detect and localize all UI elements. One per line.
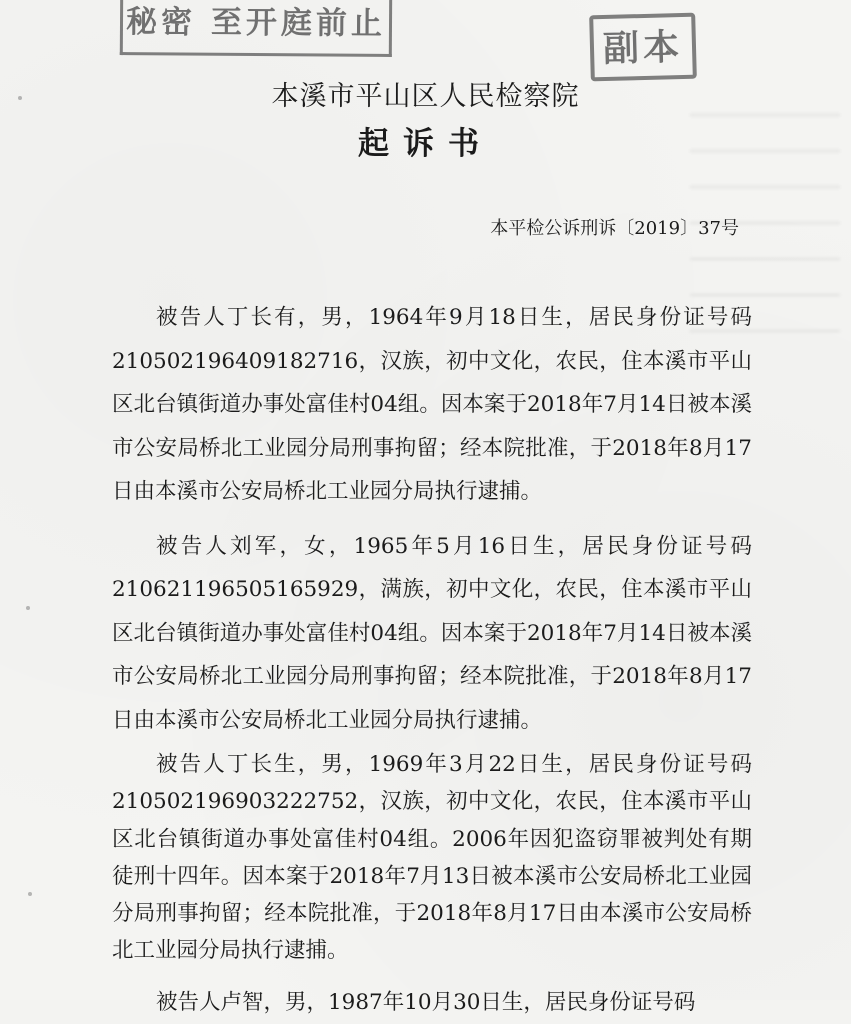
margin-dot	[18, 96, 22, 100]
defendant-paragraph-3: 被告人丁长生，男，1969年3月22日生，居民身份证号码210502196903222752，汉族，初中文化，农民，住本溪市平山区北台镇街道办事处富佳村04组。2006年因犯盗窃罪被判处有期徒刑十四年。因本案于2018年7月13日被本溪市公安局桥北工业园分局刑事拘留；经本院批准，于2018年8月17日由本溪市公安局桥北工业园分局执行逮捕。	[112, 752, 752, 964]
defendant-paragraph-1: 被告人丁长有，男，1964年9月18日生，居民身份证号码210502196409182716，汉族，初中文化，农民，住本溪市平山区北台镇街道办事处富佳村04组。因本案于2018年7月14日被本溪市公安局桥北工业园分局刑事拘留；经本院批准，于2018年8月17日由本溪市公安局桥北工业园分局执行逮捕。	[112, 305, 752, 504]
document-body	[112, 296, 752, 1024]
margin-dot	[28, 892, 32, 896]
copy-stamp: 副本	[589, 13, 697, 82]
defendant-paragraph-2: 被告人刘军，女，1965年5月16日生，居民身份证号码210621196505165929，满族，初中文化，农民，住本溪市平山区北台镇街道办事处富佳村04组。因本案于2018年7月14日被本溪市公安局桥北工业园分局刑事拘留；经本院批准，于2018年8月17日由本溪市公安局桥北工业园分局执行逮捕。	[112, 533, 752, 733]
document-title: 起诉书	[358, 126, 493, 162]
secret-stamp: 秘密 至开庭前止	[120, 0, 392, 57]
organization-title: 本溪市平山区人民检察院	[271, 81, 580, 112]
defendant-paragraph-4: 被告人卢智，男，1987年10月30日生，居民身份证号码	[156, 989, 696, 1015]
margin-dot	[26, 606, 30, 610]
document-number: 本平检公诉刑诉〔2019〕37号	[490, 218, 739, 239]
